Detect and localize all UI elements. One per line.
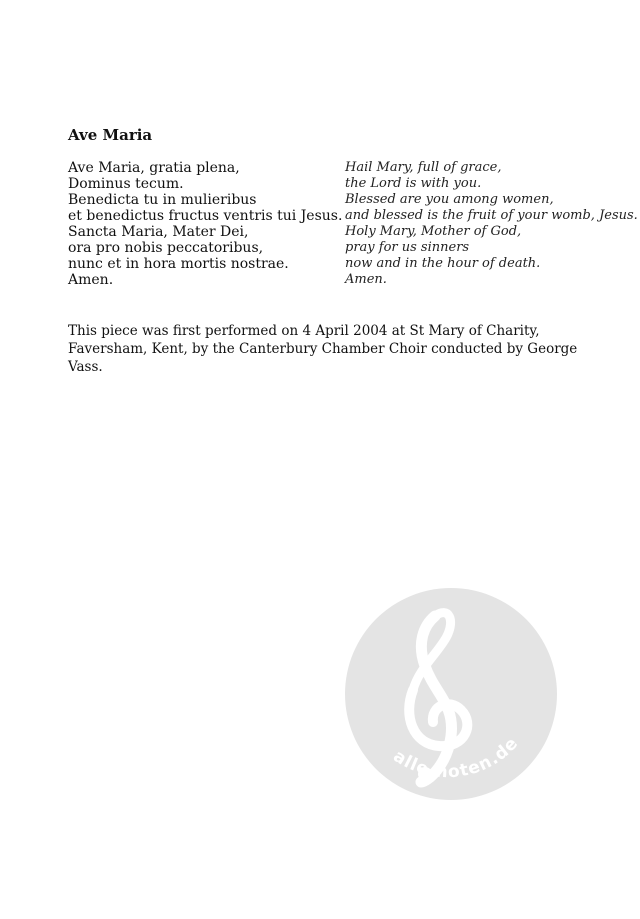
latin-line: nunc et in hora mortis nostrae.	[68, 256, 289, 272]
english-line: pray for us sinners	[345, 240, 470, 255]
english-line: now and in the hour of death.	[345, 256, 541, 271]
latin-line: ora pro nobis peccatoribus,	[68, 240, 264, 256]
english-line: and blessed is the fruit of your womb, Jesus.	[345, 208, 638, 223]
english-line: Amen.	[345, 272, 387, 287]
english-line: Hail Mary, full of grace,	[345, 160, 502, 175]
english-line: the Lord is with you.	[345, 176, 482, 191]
latin-line: Ave Maria, gratia plena,	[68, 160, 240, 176]
english-line: Holy Mary, Mother of God,	[345, 224, 522, 239]
english-translation-column	[345, 160, 638, 288]
watermark-text: alle-noten.de	[389, 733, 523, 783]
latin-line: Dominus tecum.	[68, 176, 184, 192]
latin-text-column	[68, 160, 342, 288]
latin-line: Amen.	[68, 272, 114, 288]
latin-line: Benedicta tu in mulieribus	[68, 192, 257, 208]
latin-line: et benedictus fructus ventris tui Jesus.	[68, 208, 343, 224]
page-title: Ave Maria	[68, 126, 153, 144]
latin-line: Sancta Maria, Mater Dei,	[68, 224, 249, 240]
english-line: Blessed are you among women,	[345, 192, 554, 207]
performance-note: This piece was first performed on 4 April 2004 at St Mary of Charity, Faversham, Kent, by the Canterbury Chamber Choir conducted by George Vass.	[68, 323, 578, 375]
watermark-logo	[343, 586, 559, 802]
